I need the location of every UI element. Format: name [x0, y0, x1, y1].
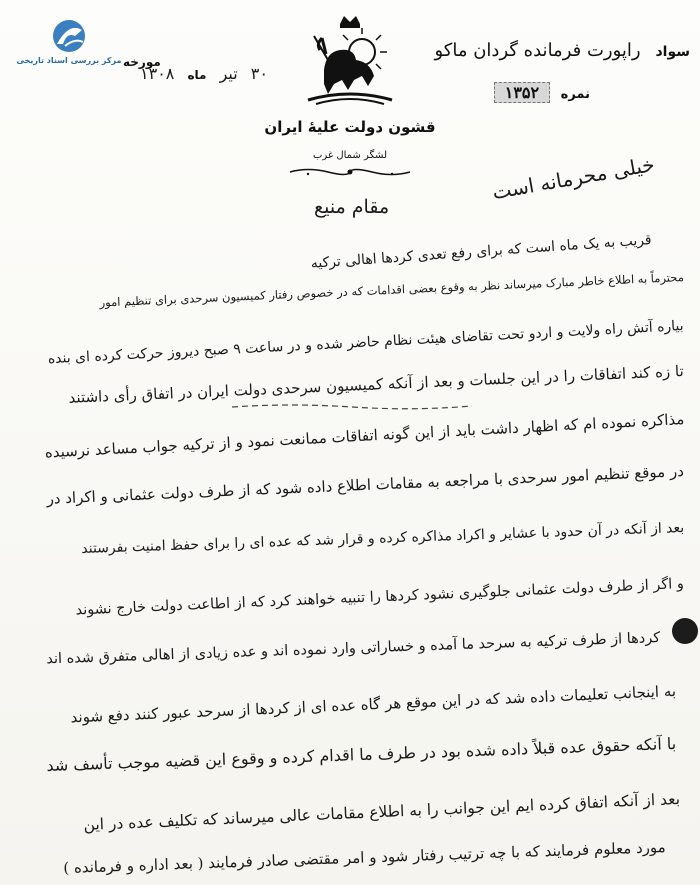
- letter-line: بعد از آنکه در آن حدود با عشایر و اکراد مذاکره کرده و قرار شد که عده ای را برای حفظ امنیت بفرستند: [80, 520, 685, 558]
- copy-heading: [435, 40, 691, 61]
- archive-logo-icon: [14, 18, 124, 58]
- copy-label: سواد: [655, 44, 690, 60]
- date-year: ۱۳۰۸: [140, 64, 175, 83]
- copy-text: راپورت فرمانده گردان ماکو: [434, 40, 641, 61]
- letter-line: کردها از طرف ترکیه به سرحد ما آمده و خساراتی وارد نموده اند و عده زیادی از اهالی متفرق شده اند: [45, 630, 661, 668]
- letter-line: قریب به یک ماه است که برای رفع تعدی کردها اهالی ترکیه: [310, 232, 653, 272]
- lion-and-sun-emblem: [296, 14, 404, 110]
- letter-line: و اگر از طرف دولت عثمانی جلوگیری نشود کردها را تنبیه خواهند کرد که از اطاعت دولت خارج نشوند: [75, 576, 685, 619]
- letter-line: محترماً به اطلاع خاطر مبارک میرساند نظر به وقوع بعضی اقدامات که در خصوص رفتار کمیسیون سرحدی برای تنظیم امور: [99, 270, 685, 310]
- date-label: مورخه: [123, 55, 161, 69]
- ornament-divider-icon: [288, 165, 412, 179]
- letter-line: مورد معلوم فرمایند که با چه ترتیب رفتار شود و امر مقتضی صادر فرمایند ( بعد اداره و فرمانده ): [63, 838, 667, 878]
- date-values: [136, 64, 272, 83]
- letter-line: بیاره آتش راه ولایت و اردو تحت تقاضای هیئت نظام حاضر شده و در ساعت ۹ صبح دیروز حرکت کرده ای بنده: [47, 318, 685, 368]
- classification-note: خیلی محرمانه است: [490, 152, 657, 205]
- scratch-mark-icon: [232, 401, 472, 411]
- number-value: ۱۳۵۲: [494, 82, 550, 103]
- lion-sun-icon: [296, 14, 404, 110]
- date-month-label: ماه: [187, 68, 207, 82]
- ornamental-divider: [288, 164, 412, 178]
- date-day: ۳۰: [250, 64, 268, 83]
- letter-line: در موقع تنظیم امور سرحدی با مراجعه به مقامات اطلاع داده شود که از طرف دولت عثمانی و اکراد در: [46, 462, 685, 508]
- number-field: [494, 82, 590, 103]
- watermark-text: مرکز بررسی اسناد تاریخی: [16, 56, 122, 65]
- number-label: نمره: [560, 87, 590, 102]
- organization-subtitle: لشگر شمال غرب: [313, 150, 387, 161]
- letter-line: به اینجانب تعلیمات داده شد که در این موقع هر گاه عده ای از کردها از سرحد عبور کنند دفع شوند: [70, 682, 677, 727]
- date-month: تیر: [219, 64, 238, 83]
- watermark-logo: [14, 18, 124, 78]
- letter-line: مذاکره نموده ام که اظهار داشت باید از این گونه اتفاقات ممانعت نمود و از ترکیه جواب مساعد نرسیده: [44, 410, 685, 462]
- ink-scratch-mark: [232, 396, 472, 406]
- letter-line: با آنکه حقوق عده قبلاً داده شده بود در طرف ما اقدام کرده و وقوع این قضیه موجب تأسف شد: [45, 734, 677, 775]
- letter-line: تا زه کند اتفاقات را در این جلسات و بعد از آنکه کمیسیون سرحدی دولت ایران در اتفاق رأی داشتند: [68, 362, 685, 407]
- letter-line: بعد از آنکه اتفاق کرده ایم این جوانب را به اطلاع مقامات عالی میرساند که تکلیف عده در این: [83, 790, 681, 835]
- salutation: مقام منیع: [314, 196, 390, 218]
- punch-hole: [672, 618, 698, 644]
- organization-title: قشون دولت علیهٔ ایران: [264, 118, 436, 136]
